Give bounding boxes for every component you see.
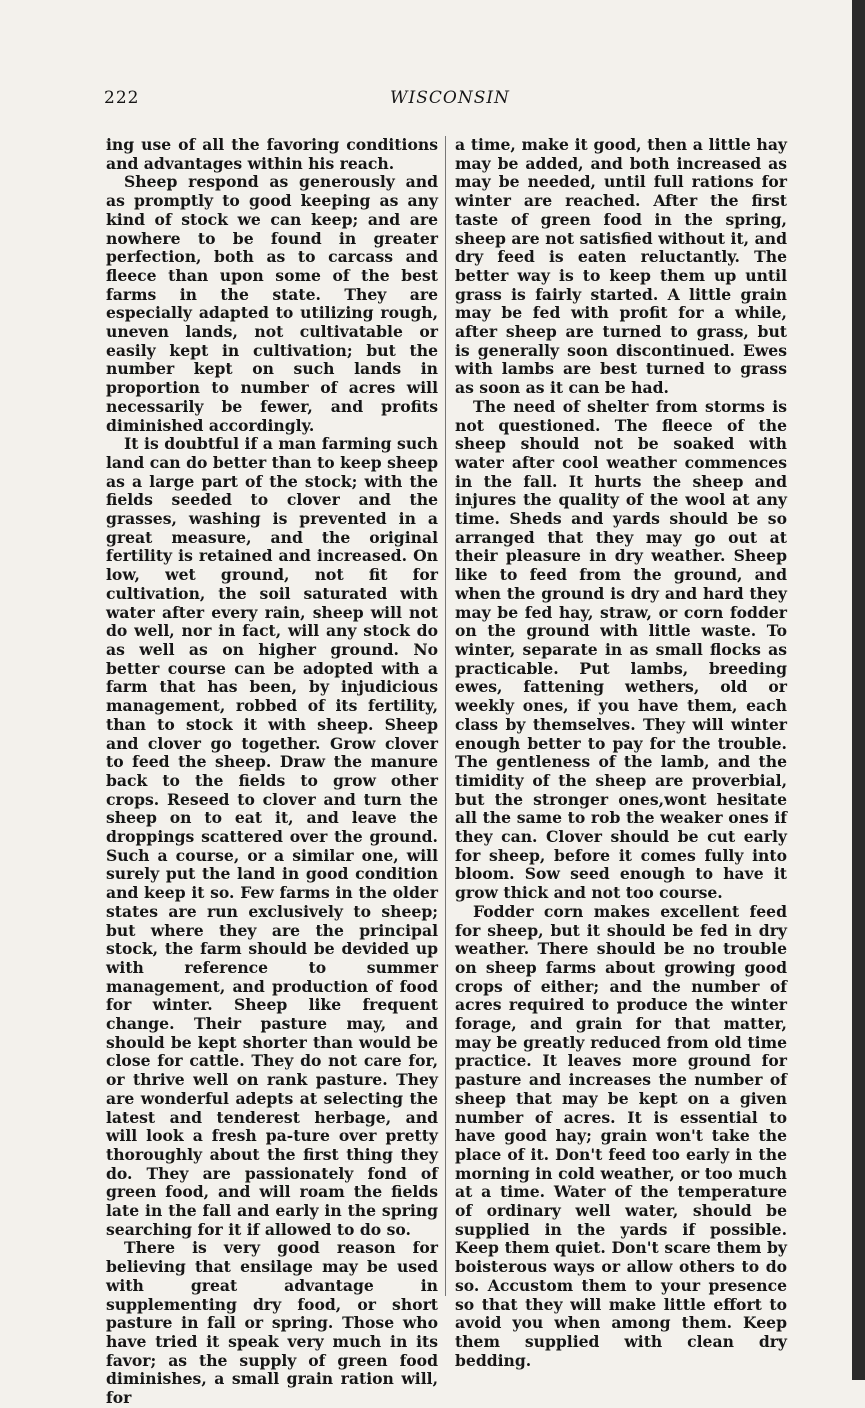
right-column bbox=[455, 135, 787, 1370]
paragraph: a time, make it good, then a little hay may be added, and both increased as may be needed, until full rations for winter are reached. After the first taste of green food in the spring, sheep are not satisfied without it, and dry feed is eaten reluctantly. The better way is to keep them up until grass is fairly started. A little grain may be fed with profit for a while, after sheep are turned to grass, but is generally soon discontinued. Ewes with lambs are best turned to grass as soon as it can be had. bbox=[455, 135, 787, 398]
paragraph: There is very good reason for believing that ensilage may be used with great advantage in supplementing dry food, or short pasture in fall or spring. Those who have tried it speak very much in its favor; as the supply of green food diminishes, a small grain ration will, for bbox=[106, 1238, 438, 1408]
page-number: 222 bbox=[104, 88, 140, 108]
page-header bbox=[104, 88, 796, 112]
paragraph: Fodder corn makes excellent feed for sheep, but it should be fed in dry weather. There should be no trouble on sheep farms about growing good crops of either; and the number of acres required to produce the winter forage, and grain for that matter, may be greatly reduced from old time practice. It leaves more ground for pasture and increases the number of sheep that may be kept on a given number of acres. It is essential to have good hay; grain won't take the place of it. Don't feed too early in the morning in cold weather, or too much at a time. Water of the temperature of ordinary well water, should be supplied in the yards if possible. Keep them quiet. Don't scare them by boisterous ways or allow others to do so. Accustom them to your presence so that they will make little effort to avoid you when among them. Keep them supplied with clean dry bedding. bbox=[455, 901, 787, 1370]
paragraph: The need of shelter from storms is not questioned. The fleece of the sheep should not be soaked with water after cool weather commences in the fall. It hurts the sheep and injures the quality of the wool at any time. Sheds and yards should be so arranged that they may go out at their pleasure in dry weather. Sheep like to feed from the ground, and when the ground is dry and hard they may be fed hay, straw, or corn fodder on the ground with little waste. To winter, separate in as small flocks as practicable. Put lambs, breeding ewes, fattening wethers, old or weekly ones, if you have them, each class by themselves. They will winter enough better to pay for the trouble. The gentleness of the lamb, and the timidity of the sheep are proverbial, but the stronger ones,wont hesitate all the same to rob the weaker ones if they can. Clover should be cut early for sheep, before it comes fully into bloom. Sow seed enough to have it grow thick and not too course. bbox=[455, 396, 787, 903]
running-title: WISCONSIN bbox=[390, 88, 510, 108]
left-column bbox=[106, 135, 438, 1408]
paragraph: Sheep respond as generously and as promptly to good keeping as any kind of stock we can keep; and are nowhere to be found in greater perfection, both as to carcass and fleece than upon some of the best farms in the state. They are especially adapted to utilizing rough, uneven lands, not cultivatable or easily kept in cultivation; but the number kept on such lands in proportion to number of acres will necessarily be fewer, and profits diminished accordingly. bbox=[106, 172, 438, 435]
paragraph: It is doubtful if a man farming such land can do better than to keep sheep as a large part of the stock; with the fields seeded to clover and the grasses, washing is prevented in a great measure, and the original fertility is retained and increased. On low, wet ground, not fit for cultivation, the soil saturated with water after every rain, sheep will not do well, nor in fact, will any stock do as well as on higher ground. No better course can be adopted with a farm that has been, by injudicious management, robbed of its fertility, than to stock it with sheep. Sheep and clover go together. Grow clover to feed the sheep. Draw the manure back to the fields to grow other crops. Reseed to clover and turn the sheep on to eat it, and leave the droppings scattered over the ground. Such a course, or a similar one, will surely put the land in good condition and keep it so. Few farms in the older states are run exclusively to sheep; but where they are the principal stock, the farm should be devided up with reference to summer management, and production of food for winter. Sheep like frequent change. Their pasture may, and should be kept shorter than would be close for cattle. They do not care for, or thrive well on rank pasture. They are wonderful adepts at selecting the latest and tenderest herbage, and will look a fresh pa-ture over pretty thoroughly about the first thing they do. They are passionately fond of green food, and will roam the fields late in the fall and early in the spring searching for it if allowed to do so. bbox=[106, 434, 438, 1239]
column-divider bbox=[445, 136, 446, 1296]
paragraph: ing use of all the favoring conditions and advantages within his reach. bbox=[106, 135, 438, 173]
page-edge bbox=[852, 0, 865, 1380]
